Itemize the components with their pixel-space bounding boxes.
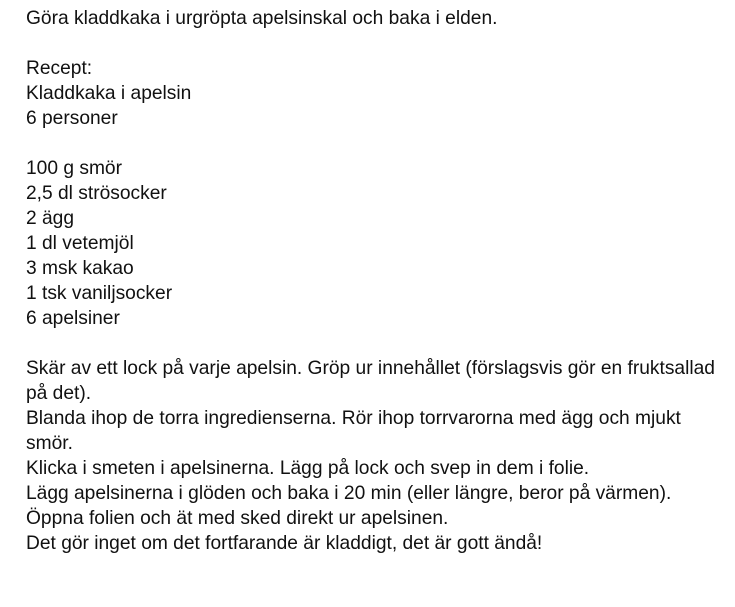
instruction-steps bbox=[26, 356, 726, 556]
blank-line bbox=[26, 31, 726, 56]
ingredient-item: 100 g smör bbox=[26, 158, 122, 179]
ingredient-item: 1 tsk vaniljsocker bbox=[26, 283, 173, 304]
recipe-label: Recept: bbox=[26, 58, 93, 79]
instruction-step: Öppna folien och ät med sked direkt ur apelsinen. bbox=[26, 508, 449, 529]
instruction-step: Lägg apelsinerna i glöden och baka i 20 min (eller längre, beror på värmen). bbox=[26, 483, 672, 504]
recipe-document bbox=[26, 6, 726, 556]
ingredient-item: 3 msk kakao bbox=[26, 258, 134, 279]
instruction-step: Skär av ett lock på varje apelsin. Gröp ur innehållet (förslagsvis gör en fruktsallad på det). bbox=[26, 358, 715, 404]
ingredient-item: 1 dl vetemjöl bbox=[26, 233, 134, 254]
instruction-step: Det gör inget om det fortfarande är kladdigt, det är gott ändå! bbox=[26, 533, 543, 554]
blank-line bbox=[26, 331, 726, 356]
recipe-name: Kladdkaka i apelsin bbox=[26, 83, 192, 104]
ingredient-list bbox=[26, 156, 726, 331]
ingredient-item: 2 ägg bbox=[26, 208, 75, 229]
intro-text: Göra kladdkaka i urgröpta apelsinskal och baka i elden. bbox=[26, 8, 498, 29]
instruction-step: Klicka i smeten i apelsinerna. Lägg på lock och svep in dem i folie. bbox=[26, 458, 590, 479]
ingredient-item: 6 apelsiner bbox=[26, 308, 120, 329]
blank-line bbox=[26, 131, 726, 156]
recipe-servings: 6 personer bbox=[26, 108, 118, 129]
instruction-step: Blanda ihop de torra ingredienserna. Rör ihop torrvarorna med ägg och mjukt smör. bbox=[26, 408, 681, 454]
ingredient-item: 2,5 dl strösocker bbox=[26, 183, 167, 204]
